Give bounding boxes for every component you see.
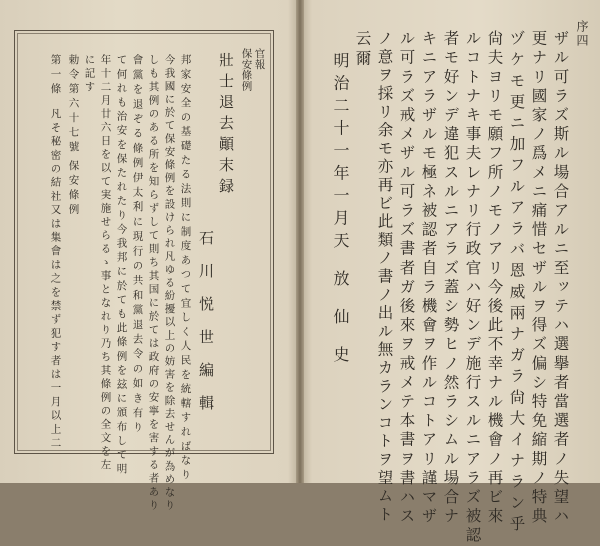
- preface-column-6: 者モ好ンデ違犯スルニアラズ蓋シ勢ヒノ然ラシムル場合ナ: [441, 30, 460, 527]
- preface-column-7: キニアラザルモ極ネ被認者自ラ機會ヲ作ルコトアリ謹マザ: [419, 30, 438, 527]
- preface-column-2: 更ナリ國家ノ爲メニ痛惜セザルヲ得ズ偏シ特免縮期ノ特典: [529, 30, 548, 527]
- date-line: 明治二十一年一月: [331, 52, 350, 232]
- header-security-ordinance: 保安條例: [240, 48, 253, 91]
- body-column-4: 會黨を退ぞる條例伊太利に現行の共和黨退去令の如き有り: [131, 54, 144, 437]
- preface-column-1: ザル可ラズ斯ル場合アルニ至ッテハ選擧者當選者ノ失望ハ: [551, 30, 570, 527]
- preface-column-5: ルコトナキ事夫レナリ行政官ハ好ンデ施行スルニアラズ被認: [463, 30, 482, 546]
- body-column-7: に記す: [83, 54, 96, 95]
- preface-column-8: ル可ラズ戒メザル可ラズ書者ガ後來ヲ戒メテ本書ヲ書ハス: [397, 30, 416, 527]
- header-gazette: 官報: [253, 48, 266, 70]
- article-one-text: 凡そ秘密の結社又は集會は之を禁ず犯す者は一月以上二: [49, 108, 62, 451]
- left-page: [0, 0, 298, 513]
- preface-column-10: 云爾: [353, 30, 372, 71]
- chapter-title: 壯士退去顚末録: [217, 52, 235, 199]
- body-column-5: て何れも治安を保たれたり今我邦に於ても此條例を玆に頒布して明: [115, 54, 128, 477]
- body-column-2: 今我國に於て保安條例を設けられ凡ゆる紛擾以上の妨害を除去せんが為めなり: [163, 54, 176, 513]
- preface-column-4: 尙夫ヨリモ願フ所ノモノアリ今後此不幸ナル機會ノ再ビ來: [485, 30, 504, 527]
- editor-name: 石川悦世編輯: [197, 230, 215, 428]
- ordinance-number: 勅令第六十七號: [67, 54, 80, 156]
- preface-column-9: ノ意ヲ採リ余モ亦再ビ此類ノ書ノ出ル無カランコトヲ望ムト: [375, 30, 394, 525]
- body-column-1: 邦家安全の基礎たる法則に制度あつて宜しく人民を統轄すればなり: [179, 54, 192, 483]
- page-number: 序四: [575, 20, 589, 48]
- article-one-label: 第一條: [49, 54, 62, 98]
- body-column-6: 年十二月廿六日を以て実施せらるゝ事となれり乃ち其條例の全文を左: [99, 54, 112, 473]
- ordinance-title: 保安條例: [67, 160, 80, 218]
- body-column-3: しも其例のある所を知らずして則ち其国に於ては政府の安寧を害する者あり: [147, 54, 160, 513]
- author-signature: 天放仙史: [331, 232, 350, 384]
- right-page: [302, 0, 600, 546]
- preface-column-3: ヅケモ更ニ加フルアラバ恩威兩ナガラ尙大イナラン乎: [507, 30, 526, 537]
